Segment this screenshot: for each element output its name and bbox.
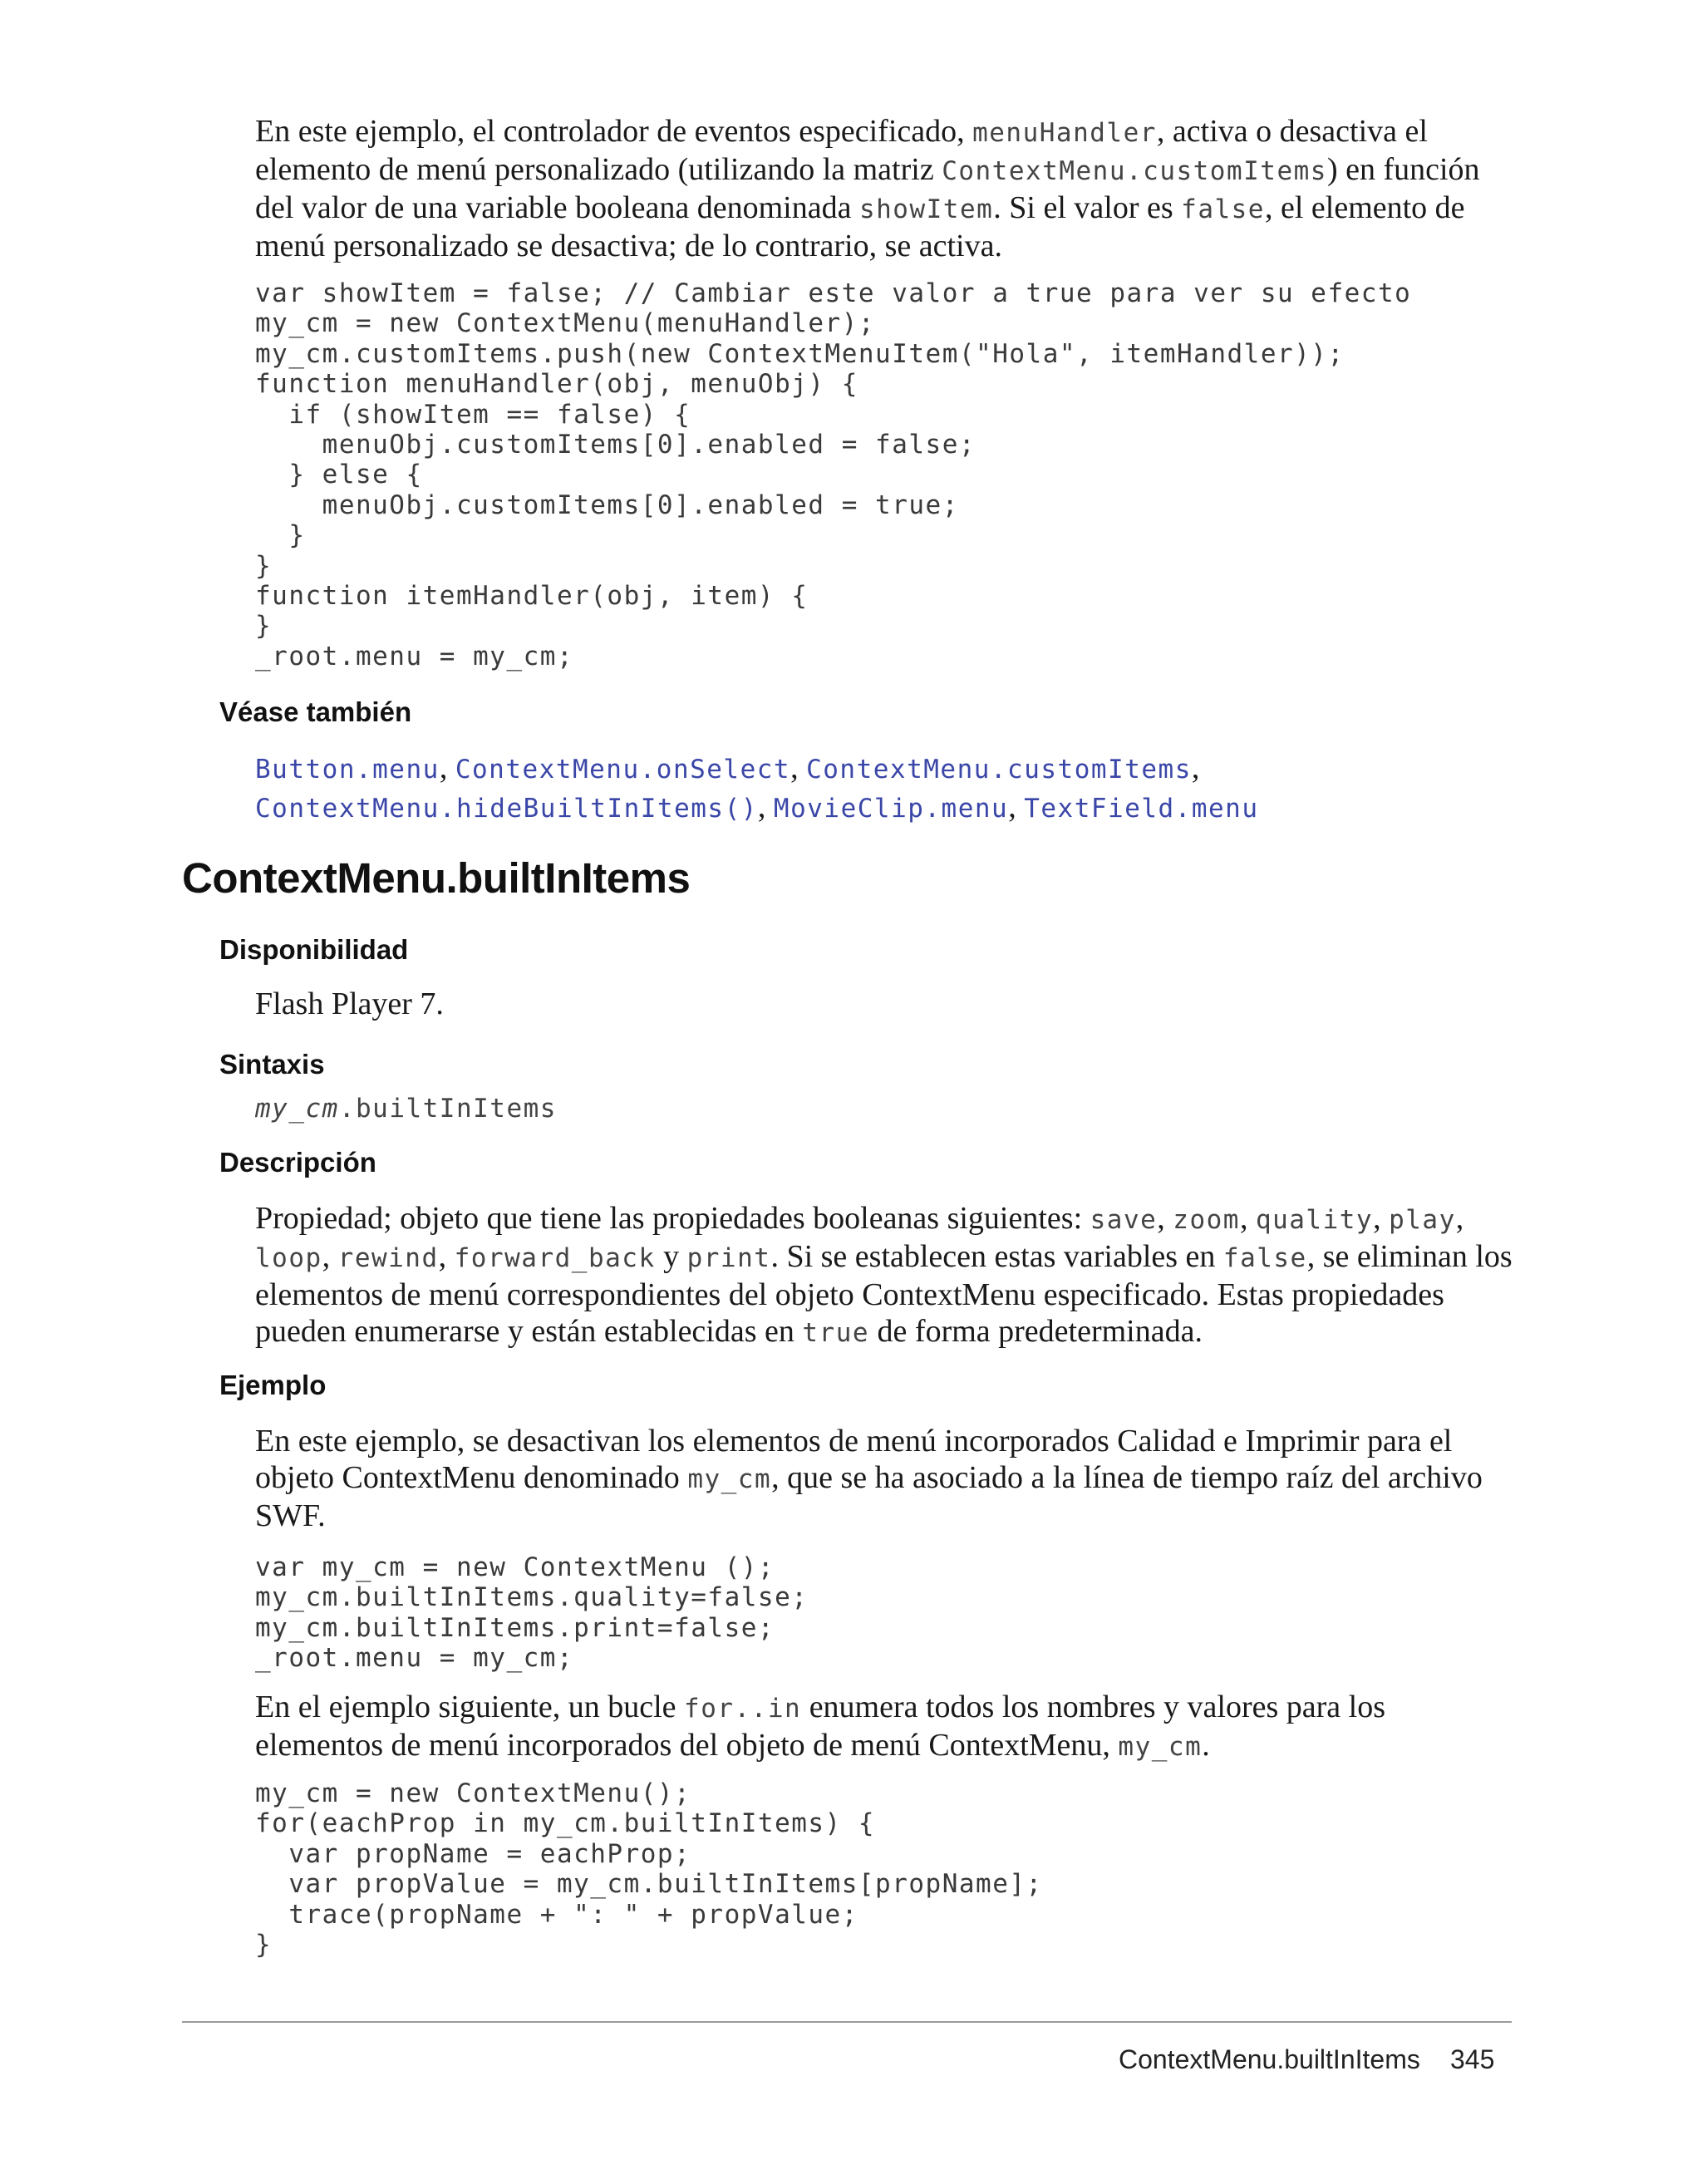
section-title: ContextMenu.builtInItems [182,854,691,902]
syntax-object: my_cm [255,1094,339,1124]
intro-text: ) en función del valor de una variable booleana denominada [255,152,1480,225]
link-contextmenu-hidebuiltinitems[interactable]: ContextMenu.hideBuiltInItems() [255,794,758,824]
separator: , [1157,1201,1173,1236]
example-text: . [1202,1728,1210,1763]
description-paragraph [255,1200,1518,1351]
example-paragraph-1 [255,1423,1518,1534]
inline-code: my_cm [1118,1732,1203,1762]
inline-code: menuHandler [972,118,1157,148]
intro-paragraph [255,113,1518,264]
inline-code: my_cm [687,1464,772,1494]
inline-code: quality [1255,1205,1374,1235]
link-button-menu[interactable]: Button.menu [255,755,440,785]
example-text: , que se ha asociado a la línea de tiempo raíz del archivo SWF. [255,1460,1483,1533]
example-heading: Ejemplo [219,1370,327,1400]
intro-text: , el elemento de menú personalizado se desactiva; de lo contrario, se activa. [255,190,1465,263]
description-heading: Descripción [219,1147,376,1178]
code-block-builtinitems: var my_cm = new ContextMenu (); my_cm.builtInItems.quality=false; my_cm.builtInItems.print=false; _root.menu = my_cm; [255,1552,809,1674]
see-also-links [255,750,1543,828]
link-separator: , [1008,789,1025,824]
separator: , [438,1239,455,1274]
syntax-heading: Sintaxis [219,1049,325,1080]
code-block-for-in: my_cm = new ContextMenu(); for(eachProp in my_cm.builtInItems) { var propName = eachProp; var propValue = my_cm.builtInItems[propName]; trace(propName + ": " + propValue; } [255,1778,1043,1960]
availability-heading: Disponibilidad [219,934,409,965]
inline-code: false [1181,194,1265,224]
inline-code: showItem [858,194,994,224]
separator: , [322,1239,338,1274]
description-text: , se eliminan los elementos de menú correspondientes del objeto ContextMenu especificado. Estas propiedades pueden enumerarse y están establecidas en [255,1239,1513,1349]
separator: , [1239,1201,1256,1236]
description-text: . Si se establecen estas variables en [770,1239,1223,1274]
inline-code: save [1090,1205,1158,1235]
description-text: Propiedad; objeto que tiene las propiedades booleanas siguientes: [255,1201,1090,1236]
intro-text: , activa o desactiva el elemento de menú personalizado (utilizando la matriz [255,114,1428,187]
link-contextmenu-customitems[interactable]: ContextMenu.customItems [806,755,1192,785]
availability-text: Flash Player 7. [255,986,444,1021]
example-text: enumera todos los nombres y valores para los elementos de menú incorporados del objeto de menú ContextMenu, [255,1690,1386,1763]
intro-text: . Si el valor es [993,190,1182,225]
see-also-heading: Véase también [219,696,412,727]
link-textfield-menu[interactable]: TextField.menu [1024,794,1259,824]
link-separator: , [757,789,774,824]
syntax-property: .builtInItems [338,1094,557,1124]
inline-code: ContextMenu.customItems [942,156,1327,186]
link-contextmenu-onselect[interactable]: ContextMenu.onSelect [455,755,791,785]
inline-code: print [686,1243,771,1273]
inline-code: play [1389,1205,1456,1235]
footer-title: ContextMenu.builtInItems [1119,2044,1420,2074]
inline-code: rewind [337,1243,439,1273]
link-separator: , [1191,750,1200,785]
inline-code: loop [255,1243,322,1273]
intro-text: En este ejemplo, el controlador de eventos especificado, [255,114,973,149]
example-paragraph-2 [255,1689,1518,1765]
inline-code: zoom [1173,1205,1240,1235]
link-separator: , [790,750,807,785]
code-block-custom-items: var showItem = false; // Cambiar este valor a true para ver su efecto my_cm = new ContextMenu(menuHandler); my_cm.customItems.push(new ContextMenuItem("Hola", itemHandler)); function menuHandler(obj, menuObj) { if (showItem == false) { menuObj.customItems[0].enabled = false; } else { menuObj.customItems[0].enabled = true; } } function itemHandler(obj, item) { } _root.menu = my_cm; [255,278,1412,671]
example-text: En este ejemplo, se desactivan los elementos de menú incorporados Calidad e Imprimir para el objeto ContextMenu denominado [255,1424,1453,1495]
separator: , [1455,1201,1464,1236]
link-separator: , [439,750,455,785]
inline-code: true [802,1318,870,1348]
example-text: En el ejemplo siguiente, un bucle [255,1690,685,1724]
inline-code: for..in [684,1694,802,1724]
separator: , [1373,1201,1390,1236]
inline-code: forward_back [454,1243,656,1273]
syntax-line [255,1089,1518,1127]
description-text: de forma predeterminada. [869,1314,1203,1349]
description-text: y [655,1239,687,1274]
footer-rule [182,2021,1512,2023]
page-number: 345 [1450,2044,1495,2074]
inline-code: false [1222,1243,1307,1273]
link-movieclip-menu[interactable]: MovieClip.menu [773,794,1009,824]
